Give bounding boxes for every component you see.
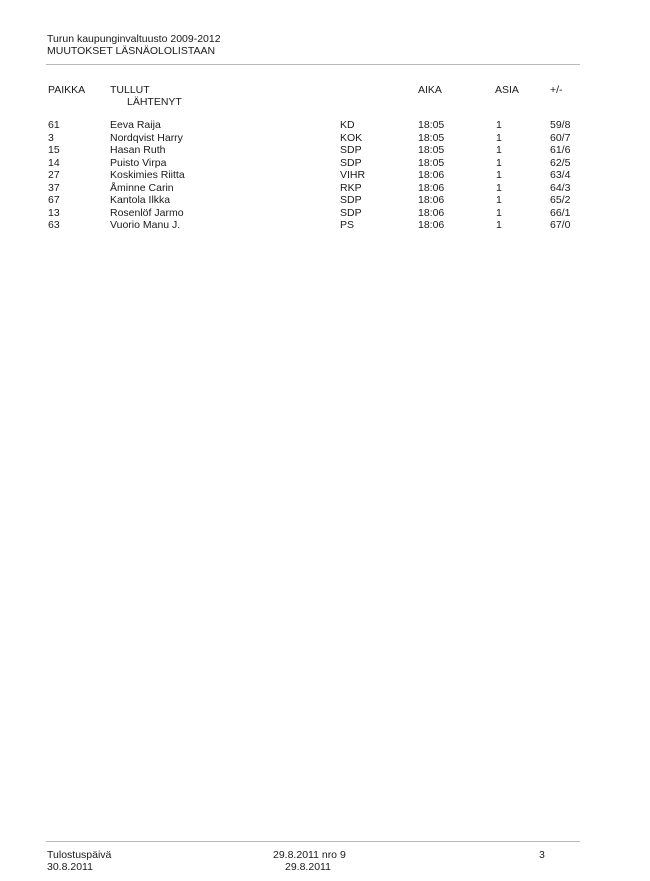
cell-paikka: 13	[48, 206, 60, 219]
cell-aika: 18:05	[418, 156, 445, 169]
cell-paikka: 14	[48, 156, 60, 169]
table-row	[0, 194, 650, 207]
cell-asia: 1	[496, 119, 502, 131]
meeting-date: 29.8.2011	[285, 861, 331, 873]
cell-plusminus: 64/3	[550, 181, 571, 194]
cell-name: Eeva Raija	[110, 119, 161, 131]
cell-asia: 1	[496, 206, 502, 219]
print-date-label: Tulostuspäivä	[47, 849, 112, 861]
cell-aika: 18:05	[418, 119, 445, 131]
cell-party: SDP	[340, 156, 362, 169]
cell-plusminus: 62/5	[550, 156, 571, 169]
cell-asia: 1	[496, 169, 502, 181]
cell-paikka: 63	[48, 219, 60, 231]
table-row	[0, 144, 650, 157]
page-number: 3	[539, 849, 545, 861]
cell-aika: 18:06	[418, 219, 445, 231]
cell-plusminus: 63/4	[550, 169, 571, 181]
cell-aika: 18:06	[418, 169, 445, 181]
cell-party: RKP	[340, 181, 362, 194]
cell-party: PS	[340, 219, 355, 231]
cell-plusminus: 65/2	[550, 194, 571, 206]
cell-asia: 1	[496, 194, 502, 206]
cell-plusminus: 67/0	[550, 219, 571, 231]
cell-name: Åminne Carin	[110, 181, 174, 194]
cell-aika: 18:06	[418, 194, 445, 206]
cell-name: Hasan Ruth	[110, 144, 166, 156]
cell-plusminus: 60/7	[550, 131, 571, 144]
cell-plusminus: 59/8	[550, 119, 571, 131]
column-header-asia: ASIA	[495, 84, 519, 96]
cell-name: Nordqvist Harry	[110, 131, 183, 144]
column-header-aika: AIKA	[418, 84, 442, 96]
column-header-lahtenyt: LÄHTENYT	[127, 96, 182, 108]
cell-paikka: 37	[48, 181, 60, 194]
cell-asia: 1	[496, 219, 502, 231]
cell-party: KD	[340, 119, 355, 131]
cell-plusminus: 66/1	[550, 206, 571, 219]
cell-name: Puisto Virpa	[110, 156, 167, 169]
cell-party: SDP	[340, 144, 362, 156]
cell-paikka: 3	[48, 131, 54, 144]
document-subtitle: MUUTOKSET LÄSNÄOLOLISTAAN	[47, 45, 216, 57]
cell-party: SDP	[340, 194, 362, 206]
cell-paikka: 15	[48, 144, 60, 156]
print-date: 30.8.2011	[47, 861, 93, 873]
header-divider	[46, 64, 580, 65]
cell-plusminus: 61/6	[550, 144, 571, 156]
table-row	[0, 207, 650, 220]
cell-asia: 1	[496, 144, 502, 156]
cell-party: KOK	[340, 131, 363, 144]
cell-paikka: 61	[48, 119, 60, 131]
table-row	[0, 219, 650, 232]
cell-asia: 1	[496, 156, 502, 169]
cell-name: Vuorio Manu J.	[110, 219, 181, 231]
cell-name: Koskimies Riitta	[110, 169, 185, 181]
cell-aika: 18:06	[418, 181, 445, 194]
cell-paikka: 67	[48, 194, 60, 206]
table-row	[0, 182, 650, 195]
table-row	[0, 157, 650, 170]
column-header-tullut: TULLUT	[110, 84, 150, 96]
meeting-info: 29.8.2011 nro 9	[273, 849, 346, 861]
column-header-plusminus: +/-	[550, 84, 563, 96]
cell-asia: 1	[496, 131, 502, 144]
document-title: Turun kaupunginvaltuusto 2009-2012	[47, 33, 221, 45]
footer-divider	[46, 841, 580, 842]
cell-party: VIHR	[340, 169, 366, 181]
table-row	[0, 119, 650, 132]
cell-party: SDP	[340, 206, 362, 219]
cell-asia: 1	[496, 181, 502, 194]
cell-name: Kantola Ilkka	[110, 194, 171, 206]
column-header-paikka: PAIKKA	[48, 84, 86, 96]
cell-aika: 18:06	[418, 206, 445, 219]
cell-name: Rosenlöf Jarmo	[110, 206, 184, 219]
table-row	[0, 169, 650, 182]
cell-paikka: 27	[48, 169, 60, 181]
cell-aika: 18:05	[418, 144, 445, 156]
table-row	[0, 132, 650, 145]
cell-aika: 18:05	[418, 131, 445, 144]
